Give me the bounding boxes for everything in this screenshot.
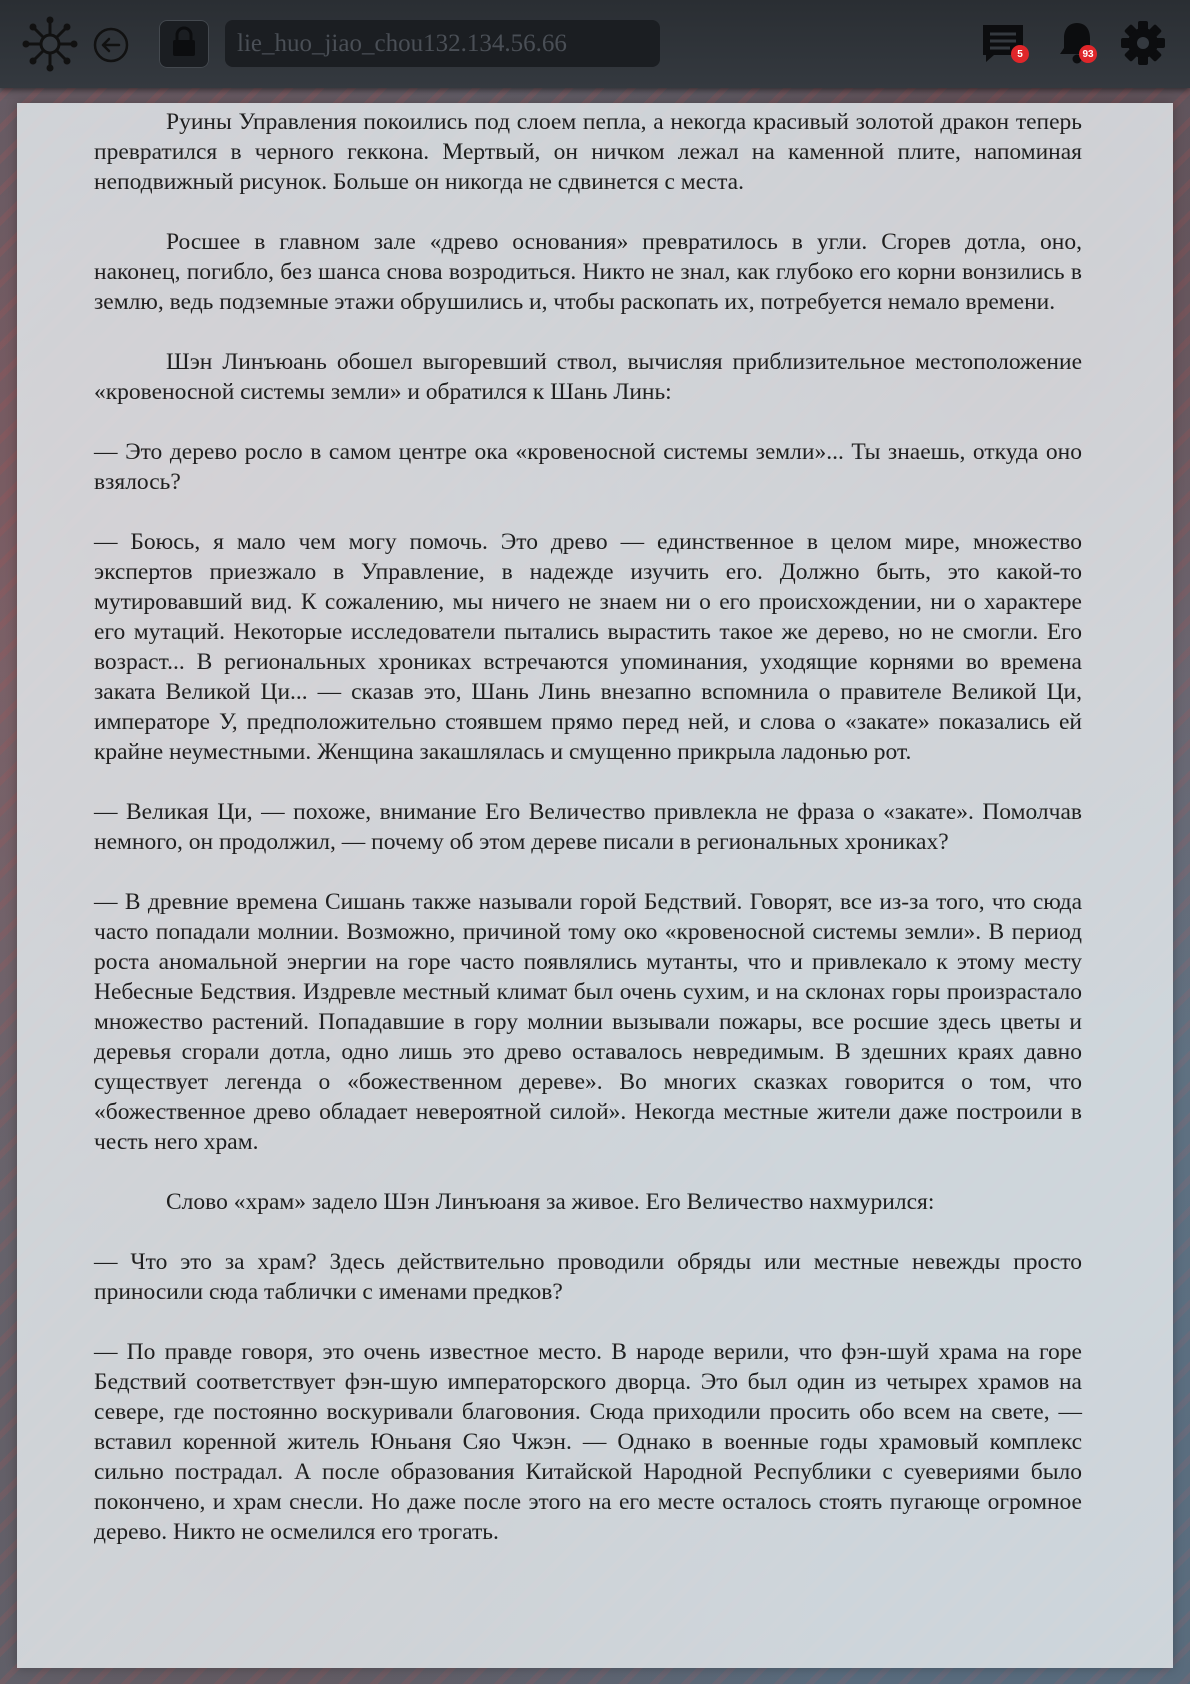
paragraph: Шэн Линъюань обошел выгоревший ствол, вычисляя приблизительное местоположение «кровеносной системы земли» и обратился к Шань Линь: [94,349,1082,405]
paragraph: — В древние времена Сишань также называли горой Бедствий. Говорят, все из-за того, что сюда часто попадали молнии. Возможно, причиной тому око «кровеносной системы земли». В период роста аномальной энергии на горе часто появлялись мутанты, что и привлекало к этому месту Небесные Бедствия. Издревле местный климат был очень сухим, и на склонах горы произрастало множество растений. Попадавшие в гору молнии вызывали пожары, все росшие здесь цветы и деревья сгорали дотла, одно лишь это древо оставалось невредимым. В здешних краях давно существует легенда о «божественном дереве». Во многих сказках говорится о том, что «божественное древо обладает невероятной силой». Некогда местные жители даже построили в честь него храм. [94,889,1082,1155]
gear-icon [1120,20,1166,71]
paragraph: — Великая Ци, — похоже, внимание Его Величество привлекла не фраза о «закате». Помолчав немного, он продолжил, — почему об этом дереве писали в региональных хрониках? [94,799,1082,855]
top-bar [0,0,1190,88]
messages-badge: 5 [1011,45,1029,63]
paragraph: Росшее в главном зале «древо основания» превратилось в угли. Сгорев дотла, оно, наконец, погибло, без шанса снова возродиться. Никто не знал, как глубоко его корни вонзились в землю, ведь подземные этажи обрушились и, чтобы раскопать их, потребуется немало времени. [94,229,1082,315]
notifications-badge: 93 [1079,45,1097,63]
chapter-text [94,107,1082,1577]
paragraph: Слово «храм» задело Шэн Линъюаня за живое. Его Величество нахмурился: [166,1189,935,1215]
lock-icon [169,25,199,64]
paragraph: — Что это за храм? Здесь действительно проводили обряды или местные невежды просто приносили сюда таблички с именами предков? [94,1249,1082,1305]
settings-button[interactable] [1120,22,1166,68]
lock-button[interactable] [159,20,209,68]
address-input[interactable] [225,20,660,67]
paragraph: — По правде говоря, это очень известное место. В народе верили, что фэн-шуй храма на горе Бедствий соответствует фэн-шую императорского дворца. Это был один из четырех храмов на севере, где постоянно воскуривали благовония. Сюда приходили просить обо всем на свете, — вставил коренной житель Юньаня Сяо Чжэн. — Однако в военные годы храмовый комплекс сильно пострадал. А после образования Китайской Народной Республики с суевериями было покончено, и храм снесли. Но даже после этого на его месте осталось стоять пугающе огромное дерево. Никто не осмелился его трогать. [94,1339,1082,1545]
paragraph: Руины Управления покоились под слоем пепла, а некогда красивый золотой дракон теперь превратился в черного геккона. Мертвый, он ничком лежал на каменной плите, напоминая неподвижный рисунок. Больше он никогда не сдвинется с места. [94,109,1082,195]
paragraph: — Боюсь, я мало чем могу помочь. Это древо — единственное в целом мире, множество экспертов приезжало в Управление, в надежде изучить его. Должно быть, это какой-то мутировавший вид. К сожалению, мы ничего не знаем ни о его происхождении, ни о характере его мутаций. Некоторые исследователи пытались вырастить такое же дерево, но не смогли. Его возраст... В региональных хрониках встречаются упоминания, уходящие корнями во времена заката Великой Ци... — сказав это, Шань Линь внезапно вспомнила о правителе Великой Ци, императоре У, предположительно стоявшем прямо перед ней, и слова о «закате» показались ей крайне неуместными. Женщина закашлялась и смущенно прикрыла ладонью рот. [94,529,1082,765]
paragraph: — Это дерево росло в самом центре ока «кровеносной системы земли»... Ты знаешь, откуда оно взялось? [94,439,1082,495]
back-arrow-icon[interactable] [92,26,130,64]
network-logo-icon[interactable] [22,16,78,72]
